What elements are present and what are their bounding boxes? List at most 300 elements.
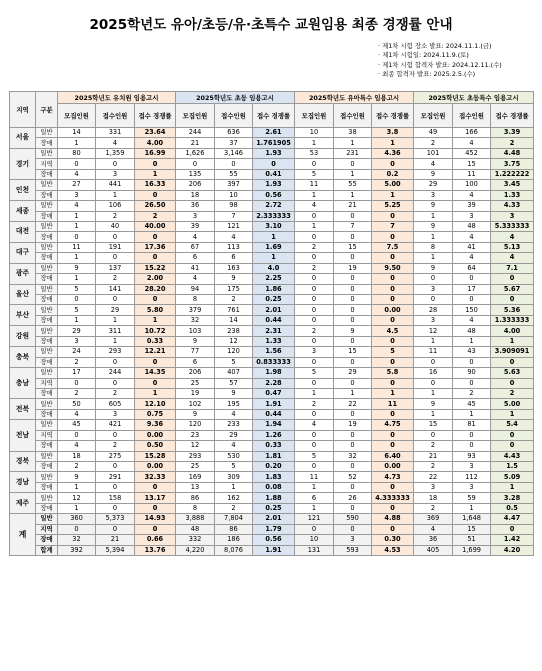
category-label: 장애: [36, 441, 58, 451]
recruit-cell: 2: [295, 326, 334, 336]
category-label: 지역: [36, 524, 58, 534]
recruit-cell: 9: [414, 399, 453, 409]
recruit-cell: 102: [176, 399, 215, 409]
ratio-cell: 2.25: [253, 274, 295, 284]
recruit-cell: 2: [58, 357, 96, 367]
recruit-cell: 8: [176, 503, 215, 513]
recruit-cell: 1: [58, 315, 96, 325]
recruit-cell: 16: [414, 368, 453, 378]
ratio-cell: 4.33: [491, 201, 534, 211]
applied-cell: 90: [453, 368, 491, 378]
header-applied: 접수인원: [96, 104, 135, 128]
category-label: 합계: [36, 545, 58, 555]
region-name: 충남: [10, 368, 36, 399]
recruit-cell: 36: [414, 535, 453, 545]
applied-cell: 452: [453, 148, 491, 158]
recruit-cell: 5: [295, 451, 334, 461]
applied-cell: 2: [96, 441, 135, 451]
recruit-cell: 0: [295, 159, 334, 169]
header-group-special-elem: 2025학년도 초등특수 임용고시: [414, 92, 534, 104]
ratio-cell: 5.63: [491, 368, 534, 378]
ratio-cell: 0: [135, 232, 176, 242]
recruit-cell: 0: [414, 378, 453, 388]
recruit-cell: 206: [176, 368, 215, 378]
recruit-cell: 0: [295, 441, 334, 451]
applied-cell: 1: [334, 169, 372, 179]
applied-cell: 605: [96, 399, 135, 409]
applied-cell: 15: [453, 159, 491, 169]
recruit-cell: 53: [295, 148, 334, 158]
recruit-cell: 36: [176, 201, 215, 211]
applied-cell: 636: [215, 128, 253, 138]
header-group-elementary: 2025학년도 초등 임용고시: [176, 92, 295, 104]
applied-cell: 0: [96, 232, 135, 242]
applied-cell: 106: [96, 201, 135, 211]
applied-cell: 244: [96, 368, 135, 378]
region-name: 서울: [10, 128, 36, 149]
recruit-cell: 24: [58, 347, 96, 357]
header-ratio: 접수 경쟁률: [135, 104, 176, 128]
table-row: [10, 326, 534, 336]
recruit-cell: 0: [295, 305, 334, 315]
ratio-cell: 0: [372, 378, 414, 388]
recruit-cell: 86: [176, 493, 215, 503]
region-name: 경기: [10, 148, 36, 179]
header-region: 지역: [10, 92, 36, 128]
recruit-cell: 77: [176, 347, 215, 357]
applied-cell: 0: [334, 253, 372, 263]
applied-cell: 5,373: [96, 514, 135, 524]
table-row: [10, 378, 534, 388]
ratio-cell: 3.75: [491, 159, 534, 169]
applied-cell: 141: [96, 284, 135, 294]
applied-cell: 441: [96, 180, 135, 190]
category-label: 장애: [36, 336, 58, 346]
applied-cell: 48: [453, 221, 491, 231]
ratio-cell: 0: [372, 430, 414, 440]
category-label: 지역: [36, 430, 58, 440]
ratio-cell: 1.56: [253, 347, 295, 357]
ratio-cell: 1: [135, 169, 176, 179]
applied-cell: 0: [334, 159, 372, 169]
table-row: [10, 138, 534, 148]
recruit-cell: 6: [176, 357, 215, 367]
total-label: 계: [10, 514, 36, 556]
applied-cell: 4: [453, 253, 491, 263]
recruit-cell: 1: [414, 232, 453, 242]
recruit-cell: 5: [58, 305, 96, 315]
applied-cell: 37: [215, 138, 253, 148]
ratio-cell: 5.67: [491, 284, 534, 294]
applied-cell: 233: [215, 420, 253, 430]
recruit-cell: 5: [58, 284, 96, 294]
ratio-cell: 5.00: [372, 180, 414, 190]
applied-cell: 0: [334, 430, 372, 440]
ratio-cell: 0.833333: [253, 357, 295, 367]
ratio-cell: 3.39: [491, 128, 534, 138]
applied-cell: 1: [96, 336, 135, 346]
ratio-cell: 0: [491, 274, 534, 284]
applied-cell: 55: [215, 169, 253, 179]
applied-cell: 1: [453, 503, 491, 513]
ratio-cell: 1.94: [253, 420, 295, 430]
applied-cell: 14: [215, 315, 253, 325]
ratio-cell: 0.47: [253, 388, 295, 398]
ratio-cell: 0: [135, 378, 176, 388]
applied-cell: 86: [215, 524, 253, 534]
recruit-cell: 1: [414, 211, 453, 221]
recruit-cell: 29: [414, 180, 453, 190]
ratio-cell: 10.72: [135, 326, 176, 336]
ratio-cell: 0.33: [253, 441, 295, 451]
recruit-cell: 2: [58, 388, 96, 398]
applied-cell: 0: [453, 295, 491, 305]
recruit-cell: 1: [58, 211, 96, 221]
category-label: 일반: [36, 326, 58, 336]
ratio-cell: 0.00: [135, 430, 176, 440]
ratio-cell: 0.00: [135, 462, 176, 472]
ratio-cell: 0: [135, 190, 176, 200]
recruit-cell: 0: [295, 253, 334, 263]
ratio-cell: 1: [253, 253, 295, 263]
region-name: 강원: [10, 326, 36, 347]
recruit-cell: 1: [295, 190, 334, 200]
ratio-cell: 1.5: [491, 462, 534, 472]
recruit-cell: 13: [176, 482, 215, 492]
recruit-cell: 11: [295, 472, 334, 482]
page-title: 2025학년도 유아/초등/유·초특수 교원임용 최종 경쟁률 안내: [89, 17, 453, 33]
applied-cell: 15: [334, 347, 372, 357]
recruit-cell: 0: [295, 524, 334, 534]
applied-cell: 0: [334, 274, 372, 284]
region-name: 부산: [10, 305, 36, 326]
applied-cell: 15: [334, 242, 372, 252]
recruit-cell: 11: [295, 180, 334, 190]
recruit-cell: 2: [414, 138, 453, 148]
ratio-cell: 13.76: [135, 545, 176, 555]
table-row: [10, 399, 534, 409]
recruit-cell: 25: [176, 462, 215, 472]
table-row: [10, 128, 534, 138]
category-label: 장애: [36, 357, 58, 367]
ratio-cell: 0: [372, 503, 414, 513]
ratio-cell: 0.00: [372, 305, 414, 315]
applied-cell: 311: [96, 326, 135, 336]
recruit-cell: 101: [414, 148, 453, 158]
header-recruit: 모집인원: [414, 104, 453, 128]
ratio-cell: 1.98: [253, 368, 295, 378]
table-row: [10, 462, 534, 472]
ratio-cell: 3: [491, 211, 534, 221]
recruit-cell: 27: [58, 180, 96, 190]
applied-cell: 121: [215, 221, 253, 231]
category-label: 일반: [36, 472, 58, 482]
ratio-cell: 4: [491, 232, 534, 242]
applied-cell: 191: [96, 242, 135, 252]
ratio-cell: 4.00: [491, 326, 534, 336]
ratio-cell: 4.20: [491, 545, 534, 555]
applied-cell: 1,699: [453, 545, 491, 555]
ratio-cell: 4.88: [372, 514, 414, 524]
ratio-cell: 4.53: [372, 545, 414, 555]
applied-cell: 590: [334, 514, 372, 524]
ratio-cell: 1: [372, 138, 414, 148]
recruit-cell: 392: [58, 545, 96, 555]
applied-cell: 1: [96, 315, 135, 325]
header-ratio: 접수 경쟁률: [372, 104, 414, 128]
ratio-cell: 0: [135, 503, 176, 513]
recruit-cell: 50: [58, 399, 96, 409]
ratio-cell: 0: [372, 295, 414, 305]
recruit-cell: 0: [295, 336, 334, 346]
table-row: [10, 368, 534, 378]
recruit-cell: 9: [176, 336, 215, 346]
note-item: · 제1차 시험 합격자 발표: 2024.12.11.(수): [378, 60, 502, 69]
applied-cell: 26: [334, 493, 372, 503]
category-label: 일반: [36, 347, 58, 357]
table-row: [10, 347, 534, 357]
recruit-cell: 1: [58, 253, 96, 263]
category-label: 장애: [36, 535, 58, 545]
recruit-cell: 2: [414, 441, 453, 451]
region-name: 경북: [10, 451, 36, 472]
applied-cell: 3: [96, 169, 135, 179]
applied-cell: 29: [96, 305, 135, 315]
recruit-cell: 0: [295, 274, 334, 284]
recruit-cell: 21: [176, 138, 215, 148]
recruit-cell: 49: [414, 128, 453, 138]
applied-cell: 9: [215, 274, 253, 284]
table-row: [10, 503, 534, 513]
ratio-cell: 5.80: [135, 305, 176, 315]
region-name: 대구: [10, 242, 36, 263]
ratio-cell: 5: [372, 347, 414, 357]
applied-cell: 0: [334, 357, 372, 367]
region-name: 울산: [10, 284, 36, 305]
recruit-cell: 39: [176, 221, 215, 231]
applied-cell: 22: [334, 399, 372, 409]
ratio-cell: 4: [491, 253, 534, 263]
table-row: [10, 180, 534, 190]
applied-cell: 0: [96, 462, 135, 472]
table-row: [10, 472, 534, 482]
region-name: 인천: [10, 180, 36, 201]
ratio-cell: 1: [135, 315, 176, 325]
ratio-cell: 4.43: [491, 451, 534, 461]
applied-cell: 0: [453, 274, 491, 284]
recruit-cell: 12: [414, 326, 453, 336]
recruit-cell: 1: [414, 388, 453, 398]
applied-cell: 162: [215, 493, 253, 503]
applied-cell: 7: [215, 211, 253, 221]
ratio-cell: 0.41: [253, 169, 295, 179]
recruit-cell: 0: [295, 232, 334, 242]
recruit-cell: 9: [414, 221, 453, 231]
ratio-cell: 1.81: [253, 451, 295, 461]
ratio-cell: 3.45: [491, 180, 534, 190]
applied-cell: 0: [334, 211, 372, 221]
table-row: [10, 451, 534, 461]
header-applied: 접수인원: [453, 104, 491, 128]
recruit-cell: 9: [176, 409, 215, 419]
ratio-cell: 1.761905: [253, 138, 295, 148]
applied-cell: 2: [215, 295, 253, 305]
applied-cell: 0: [334, 503, 372, 513]
applied-cell: 0: [96, 159, 135, 169]
recruit-cell: 169: [176, 472, 215, 482]
applied-cell: 32: [334, 451, 372, 461]
applied-cell: 0: [334, 482, 372, 492]
category-label: 장애: [36, 503, 58, 513]
recruit-cell: 0: [295, 357, 334, 367]
ratio-cell: 0: [372, 409, 414, 419]
applied-cell: 0: [96, 503, 135, 513]
recruit-cell: 45: [58, 420, 96, 430]
recruit-cell: 18: [58, 451, 96, 461]
ratio-cell: 14.35: [135, 368, 176, 378]
table-row: [10, 190, 534, 200]
recruit-cell: 32: [176, 315, 215, 325]
applied-cell: 4: [215, 232, 253, 242]
recruit-cell: 0: [414, 295, 453, 305]
applied-cell: 10: [215, 190, 253, 200]
ratio-cell: 5.00: [491, 399, 534, 409]
ratio-cell: 1: [491, 482, 534, 492]
recruit-cell: 1: [58, 221, 96, 231]
ratio-cell: 4.48: [491, 148, 534, 158]
recruit-cell: 9: [414, 201, 453, 211]
table-row: [10, 430, 534, 440]
applied-cell: 0: [453, 378, 491, 388]
applied-cell: 1,359: [96, 148, 135, 158]
applied-cell: 163: [215, 263, 253, 273]
recruit-cell: 360: [58, 514, 96, 524]
applied-cell: 331: [96, 128, 135, 138]
table-row: [10, 201, 534, 211]
applied-cell: 0: [334, 524, 372, 534]
applied-cell: 2: [96, 274, 135, 284]
ratio-cell: 1: [372, 190, 414, 200]
recruit-cell: 1: [414, 253, 453, 263]
recruit-cell: 2: [295, 399, 334, 409]
category-label: 일반: [36, 420, 58, 430]
ratio-cell: 9.50: [372, 263, 414, 273]
recruit-cell: 9: [58, 472, 96, 482]
ratio-cell: 1: [372, 388, 414, 398]
category-label: 장애: [36, 482, 58, 492]
applied-cell: 0: [334, 378, 372, 388]
recruit-cell: 4,220: [176, 545, 215, 555]
ratio-cell: 7.1: [491, 263, 534, 273]
recruit-cell: 0: [414, 430, 453, 440]
recruit-cell: 1: [414, 336, 453, 346]
recruit-cell: 2: [295, 242, 334, 252]
applied-cell: 275: [96, 451, 135, 461]
region-name: 광주: [10, 263, 36, 284]
applied-cell: 0: [96, 253, 135, 263]
category-label: 일반: [36, 284, 58, 294]
applied-cell: 5,394: [96, 545, 135, 555]
category-label: 일반: [36, 201, 58, 211]
category-label: 장애: [36, 232, 58, 242]
region-name: 경남: [10, 472, 36, 493]
applied-cell: 0: [334, 232, 372, 242]
recruit-cell: 2: [58, 462, 96, 472]
ratio-cell: 13.17: [135, 493, 176, 503]
category-label: 일반: [36, 128, 58, 138]
recruit-cell: 29: [58, 326, 96, 336]
applied-cell: 761: [215, 305, 253, 315]
header-ratio: 접수 경쟁률: [491, 104, 534, 128]
table-row: [10, 263, 534, 273]
applied-cell: 0: [334, 305, 372, 315]
ratio-cell: 0.56: [253, 190, 295, 200]
recruit-cell: 2: [414, 503, 453, 513]
note-item: · 제1차 시험 장소 발표: 2024.11.1.(금): [378, 42, 492, 50]
ratio-cell: 1.83: [253, 472, 295, 482]
ratio-cell: 3.8: [372, 128, 414, 138]
applied-cell: 3: [453, 462, 491, 472]
ratio-cell: 0: [372, 211, 414, 221]
applied-cell: 3: [453, 482, 491, 492]
applied-cell: 3: [96, 409, 135, 419]
applied-cell: 100: [453, 180, 491, 190]
header-ratio: 접수 경쟁률: [253, 104, 295, 128]
ratio-cell: 0.30: [372, 535, 414, 545]
applied-cell: 19: [334, 420, 372, 430]
category-label: 일반: [36, 399, 58, 409]
applied-cell: 48: [453, 326, 491, 336]
ratio-cell: 0: [135, 295, 176, 305]
recruit-cell: 17: [58, 368, 96, 378]
ratio-cell: 40.00: [135, 221, 176, 231]
applied-cell: 0: [96, 524, 135, 534]
applied-cell: 195: [215, 399, 253, 409]
recruit-cell: 3: [414, 315, 453, 325]
recruit-cell: 23: [176, 430, 215, 440]
applied-cell: 0: [334, 462, 372, 472]
applied-cell: 17: [453, 284, 491, 294]
category-label: 장애: [36, 169, 58, 179]
ratio-cell: 2.61: [253, 128, 295, 138]
table-row: [10, 232, 534, 242]
ratio-cell: 5.25: [372, 201, 414, 211]
total-row: [10, 535, 534, 545]
applied-cell: 0: [96, 378, 135, 388]
recruit-cell: 3: [295, 347, 334, 357]
ratio-cell: 1.69: [253, 242, 295, 252]
applied-cell: 81: [453, 420, 491, 430]
applied-cell: 4: [215, 441, 253, 451]
ratio-cell: 5.09: [491, 472, 534, 482]
recruit-cell: 4: [414, 524, 453, 534]
applied-cell: 3: [453, 211, 491, 221]
applied-cell: 11: [453, 169, 491, 179]
applied-cell: 166: [453, 128, 491, 138]
applied-cell: 6: [215, 253, 253, 263]
table-row: [10, 253, 534, 263]
recruit-cell: 0: [295, 430, 334, 440]
ratio-cell: 5.8: [372, 368, 414, 378]
applied-cell: 41: [453, 242, 491, 252]
recruit-cell: 12: [176, 441, 215, 451]
ratio-cell: 2.01: [253, 305, 295, 315]
ratio-cell: 0.20: [253, 462, 295, 472]
applied-cell: 137: [96, 263, 135, 273]
applied-cell: 112: [453, 472, 491, 482]
recruit-cell: 369: [414, 514, 453, 524]
applied-cell: 39: [453, 201, 491, 211]
